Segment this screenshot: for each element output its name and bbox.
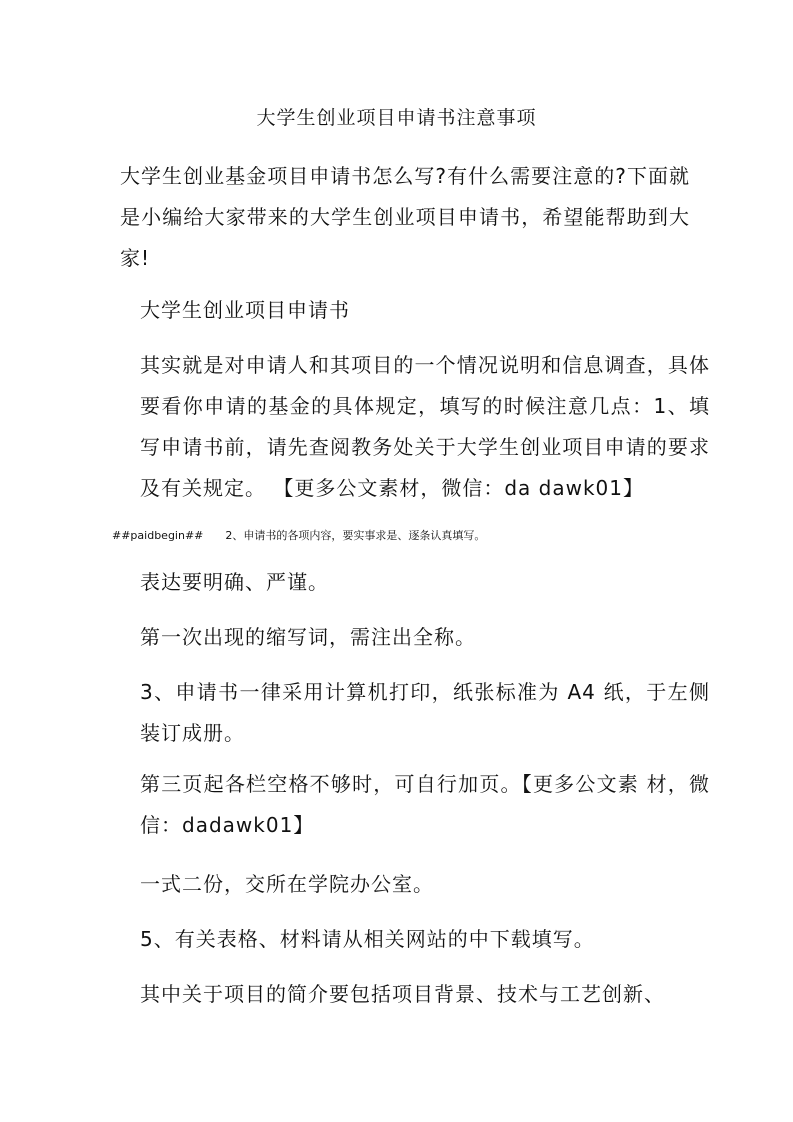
explanation-paragraph: 其实就是对申请人和其项目的一个情况说明和信息调查，具体要看你申请的基金的具体规定，填写的时候注意几点：1、填写申请书前，请先查阅教务处关于大学生创业项目申请的要求及有关规定。 【更多公文素材，微信：da dawk01】 bbox=[140, 353, 710, 500]
project-summary-paragraph: 其中关于项目的简介要包括项目背景、技术与工艺创新、 bbox=[140, 982, 665, 1006]
rule-expression: 表达要明确、严谨。 bbox=[140, 570, 329, 594]
rule-add-pages: 第三页起各栏空格不够时，可自行加页。【更多公文素 材，微信：dadawk01】 bbox=[140, 772, 710, 837]
document-title: 大学生创业项目申请书注意事项 bbox=[256, 107, 537, 129]
intro-paragraph: 大学生创业基金项目申请书怎么写?有什么需要注意的?下面就是小编给大家带来的大学生创业项目申请书，希望能帮助到大家! bbox=[120, 164, 690, 270]
rule-abbreviation: 第一次出现的缩写词，需注出全称。 bbox=[140, 625, 476, 649]
paid-marker-line bbox=[112, 528, 682, 544]
paid-marker: ##paidbegin## bbox=[112, 529, 204, 542]
section-heading: 大学生创业项目申请书 bbox=[140, 298, 350, 322]
rule-item-3: 3、申请书一律采用计算机打印，纸张标准为 A4 纸，于左侧装订成册。 bbox=[140, 680, 710, 745]
rule-copies: 一式二份，交所在学院办公室。 bbox=[140, 872, 434, 896]
rule-item-2: 2、申请书的各项内容，要实事求是、逐条认真填写。 bbox=[225, 529, 486, 542]
rule-item-5: 5、有关表格、材料请从相关网站的中下载填写。 bbox=[140, 927, 595, 951]
